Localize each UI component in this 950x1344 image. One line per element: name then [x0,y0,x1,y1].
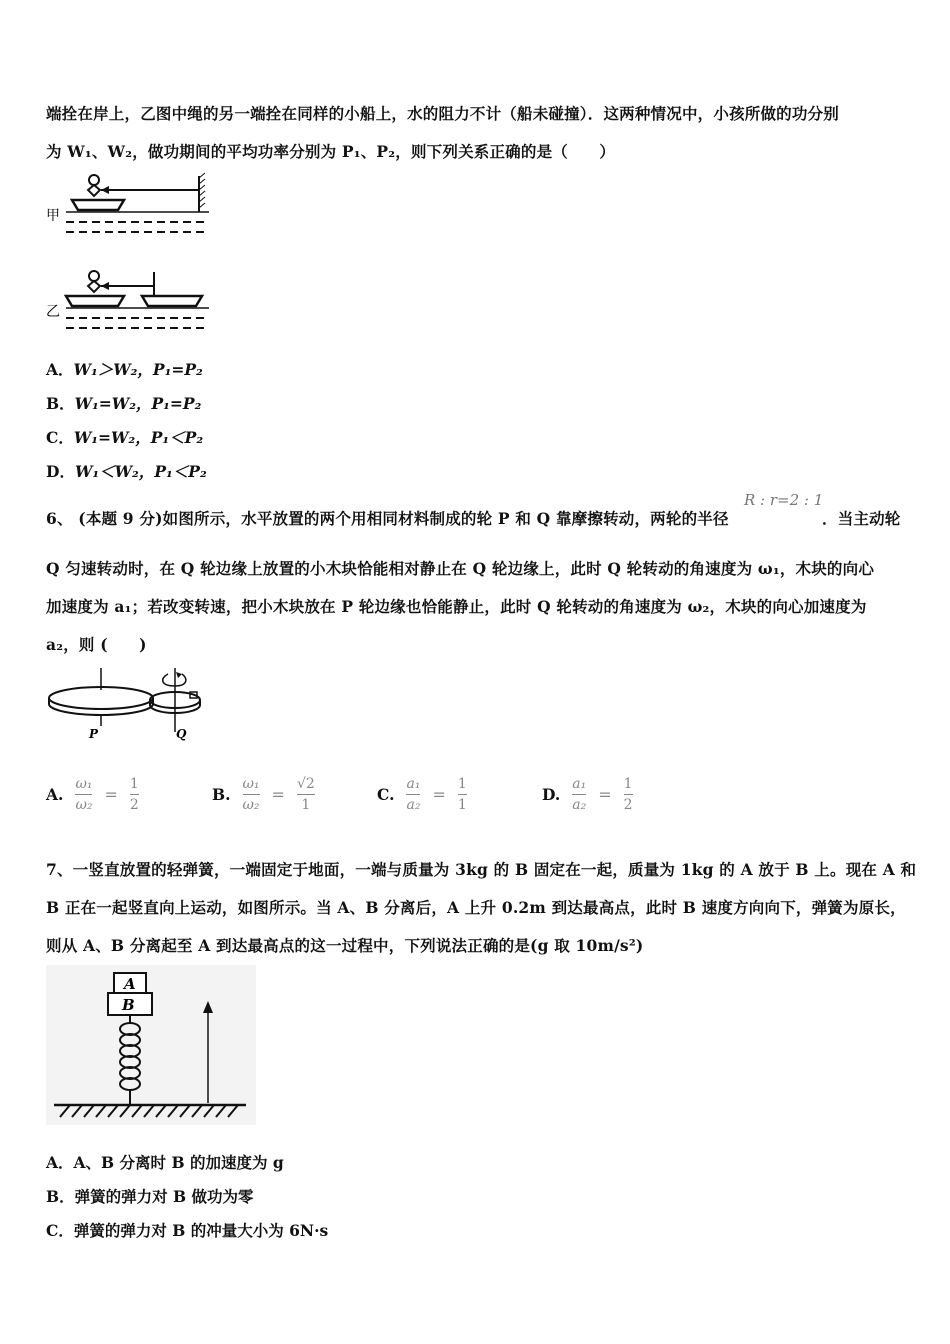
equals-sign: = [598,785,612,804]
q6-option-c[interactable] [377,776,467,813]
option-label: C． [46,428,74,447]
q5-text-line-1: 端拴在岸上，乙图中绳的另一端拴在同样的小船上，水的阻力不计（船未碰撞）．这两种情况中，小孩所做的功分别 [46,104,839,123]
boat-figure-jia [44,170,214,250]
equals-sign: = [432,785,446,804]
q6-text-line-2: Q 匀速转动时，在 Q 轮边缘上放置的小木块恰能相对静止在 Q 轮边缘上，此时 Q 轮转动的角速度为 ω₁，木块的向心 [46,559,875,578]
option-label: D. [542,785,561,804]
fraction-right: 1 2 [623,776,633,813]
q7-option-b[interactable] [46,1185,254,1207]
option-text: 弹簧的弹力对 B 做功为零 [74,1187,254,1206]
option-label: C. [377,785,395,804]
q6-text-line-4: a₂，则 ( ) [46,635,147,654]
wheels-figure [44,660,214,745]
q5-option-d[interactable] [46,460,207,482]
option-label: B． [46,394,75,413]
spring-figure [46,965,256,1125]
fraction-right: √2 1 [296,776,315,813]
fraction-right: 1 1 [457,776,467,813]
q6-option-d[interactable] [542,776,633,813]
option-text: W₁=W₂，P₁=P₂ [74,394,202,413]
q7-text-line-3: 则从 A、B 分离起至 A 到达最高点的这一过程中，下列说法正确的是(g 取 10m/s²) [46,936,644,955]
radius-ratio: R : r=2 : 1 [744,491,824,509]
q5-option-b[interactable] [46,392,201,414]
fraction-left: ω₁ ω₂ [242,776,260,813]
fraction-right: 1 2 [129,776,139,813]
fraction-left: ω₁ ω₂ [75,776,93,813]
fraction-left: a₁ a₂ [406,776,421,813]
fig-label-jia: 甲 [46,208,60,224]
q5-option-c[interactable] [46,426,203,448]
q6-text-line-1-end: ．当主动轮 [822,509,901,528]
q7-option-c[interactable] [46,1219,328,1241]
boat-figure-yi [44,266,214,346]
option-label: D． [46,462,75,481]
q5-text-line-2: 为 W₁、W₂，做功期间的平均功率分别为 P₁、P₂，则下列关系正确的是（ ） [46,142,616,161]
fig-label-yi: 乙 [46,304,60,320]
q6-text-line-3: 加速度为 a₁；若改变转速，把小木块放在 P 轮边缘也恰能静止，此时 Q 轮转动的角速度为 ω₂，木块的向心加速度为 [46,597,867,616]
option-label: A． [46,1153,74,1172]
block-a-label: A [124,975,136,993]
equals-sign: = [104,785,118,804]
fig-label-p: P [89,727,99,741]
equals-sign: = [271,785,285,804]
option-label: A. [46,785,64,804]
option-text: A、B 分离时 B 的加速度为 g [73,1153,284,1172]
q7-text-line-1: 7、一竖直放置的轻弹簧，一端固定于地面，一端与质量为 3kg 的 B 固定在一起，质量为 1kg 的 A 放于 B 上。现在 A 和 [46,860,917,879]
option-text: W₁＜W₂，P₁＜P₂ [74,462,207,481]
q7-option-a[interactable] [46,1151,284,1173]
option-label: B． [46,1187,75,1206]
q5-option-a[interactable] [46,358,203,380]
option-label: C． [46,1221,74,1240]
option-label: B. [212,785,231,804]
block-b-label: B [122,996,135,1014]
option-text: W₁=W₂，P₁＜P₂ [73,428,204,447]
option-text: W₁＞W₂，P₁=P₂ [73,360,203,379]
q6-text-line-1: 6、 (本题 9 分)如图所示，水平放置的两个用相同材料制成的轮 P 和 Q 靠摩擦转动，两轮的半径 [46,509,729,528]
fraction-left: a₁ a₂ [572,776,587,813]
q6-option-b[interactable] [212,776,315,813]
q6-option-a[interactable] [46,776,139,813]
fig-label-q: Q [176,727,187,741]
q7-text-line-2: B 正在一起竖直向上运动，如图所示。当 A、B 分离后，A 上升 0.2m 到达最高点，此时 B 速度方向向下，弹簧为原长， [46,898,906,917]
option-label: A． [46,360,74,379]
option-text: 弹簧的弹力对 B 的冲量大小为 6N·s [73,1221,329,1240]
